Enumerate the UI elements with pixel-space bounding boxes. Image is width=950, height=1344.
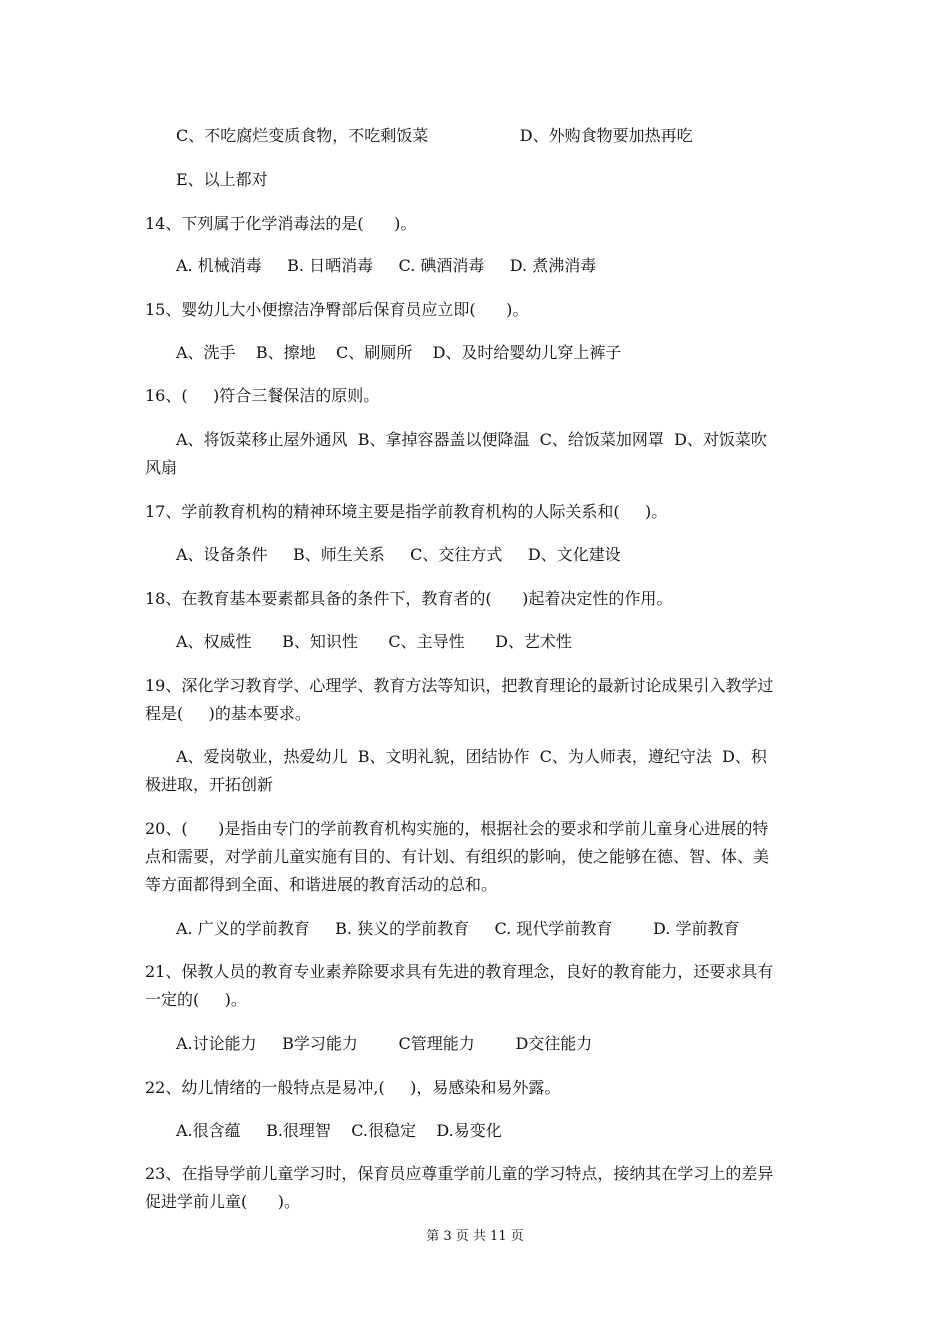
question-21-cont: 一定的( )。: [145, 990, 247, 1009]
option-line-13-e: E、以上都对: [176, 170, 268, 189]
question-14: 14、下列属于化学消毒法的是( )。: [145, 214, 417, 233]
options-17: A、设备条件 B、师生关系 C、交往方式 D、文化建设: [176, 545, 621, 564]
question-20-cont-2: 等方面都得到全面、和谐进展的教育活动的总和。: [145, 875, 498, 894]
options-19-cont: 极进取，开拓创新: [145, 775, 274, 794]
question-18: 18、在教育基本要素都具备的条件下，教育者的( )起着决定性的作用。: [145, 589, 673, 608]
options-22: A.很含蕴 B.很理智 C.很稳定 D.易变化: [176, 1121, 502, 1140]
question-15: 15、婴幼儿大小便擦洁净臀部后保育员应立即( )。: [145, 300, 529, 319]
question-21: 21、保教人员的教育专业素养除要求具有先进的教育理念，良好的教育能力，还要求具有: [145, 962, 774, 981]
question-16: 16、( )符合三餐保洁的原则。: [145, 386, 380, 405]
options-15: A、洗手 B、擦地 C、刷厕所 D、及时给婴幼儿穿上裤子: [176, 343, 622, 362]
options-14: A. 机械消毒 B. 日晒消毒 C. 碘酒消毒 D. 煮沸消毒: [176, 256, 597, 275]
options-19: A、爱岗敬业，热爱幼儿 B、文明礼貌，团结协作 C、为人师表，遵纪守法 D、积: [176, 747, 767, 766]
options-21: A.讨论能力 B学习能力 C管理能力 D交往能力: [176, 1034, 593, 1053]
question-20: 20、( )是指由专门的学前教育机构实施的，根据社会的要求和学前儿童身心进展的特: [145, 819, 769, 838]
question-23: 23、在指导学前儿童学习时，保育员应尊重学前儿童的学习特点，接纳其在学习上的差异: [145, 1164, 774, 1183]
page-footer: 第 3 页 共 11 页: [426, 1229, 524, 1244]
options-20: A. 广义的学前教育 B. 狭义的学前教育 C. 现代学前教育 D. 学前教育: [176, 919, 740, 938]
question-19-cont: 程是( )的基本要求。: [145, 704, 311, 723]
options-16-cont: 风扇: [145, 458, 178, 477]
question-22: 22、幼儿情绪的一般特点是易冲,( )，易感染和易外露。: [145, 1078, 561, 1097]
question-20-cont-1: 点和需要，对学前儿童实施有目的、有计划、有组织的影响，使之能够在德、智、体、美: [145, 847, 770, 866]
options-18: A、权威性 B、知识性 C、主导性 D、艺术性: [176, 632, 572, 651]
question-23-cont: 促进学前儿童( )。: [145, 1192, 301, 1211]
option-line-13-cd: C、不吃腐烂变质食物，不吃剩饭菜 D、外购食物要加热再吃: [176, 126, 693, 145]
options-16: A、将饭菜移止屋外通风 B、拿掉容器盖以便降温 C、给饭菜加网罩 D、对饭菜吹: [176, 430, 767, 449]
question-19: 19、深化学习教育学、心理学、教育方法等知识，把教育理论的最新讨论成果引入教学过: [145, 676, 774, 695]
question-17: 17、学前教育机构的精神环境主要是指学前教育机构的人际关系和( )。: [145, 502, 668, 521]
